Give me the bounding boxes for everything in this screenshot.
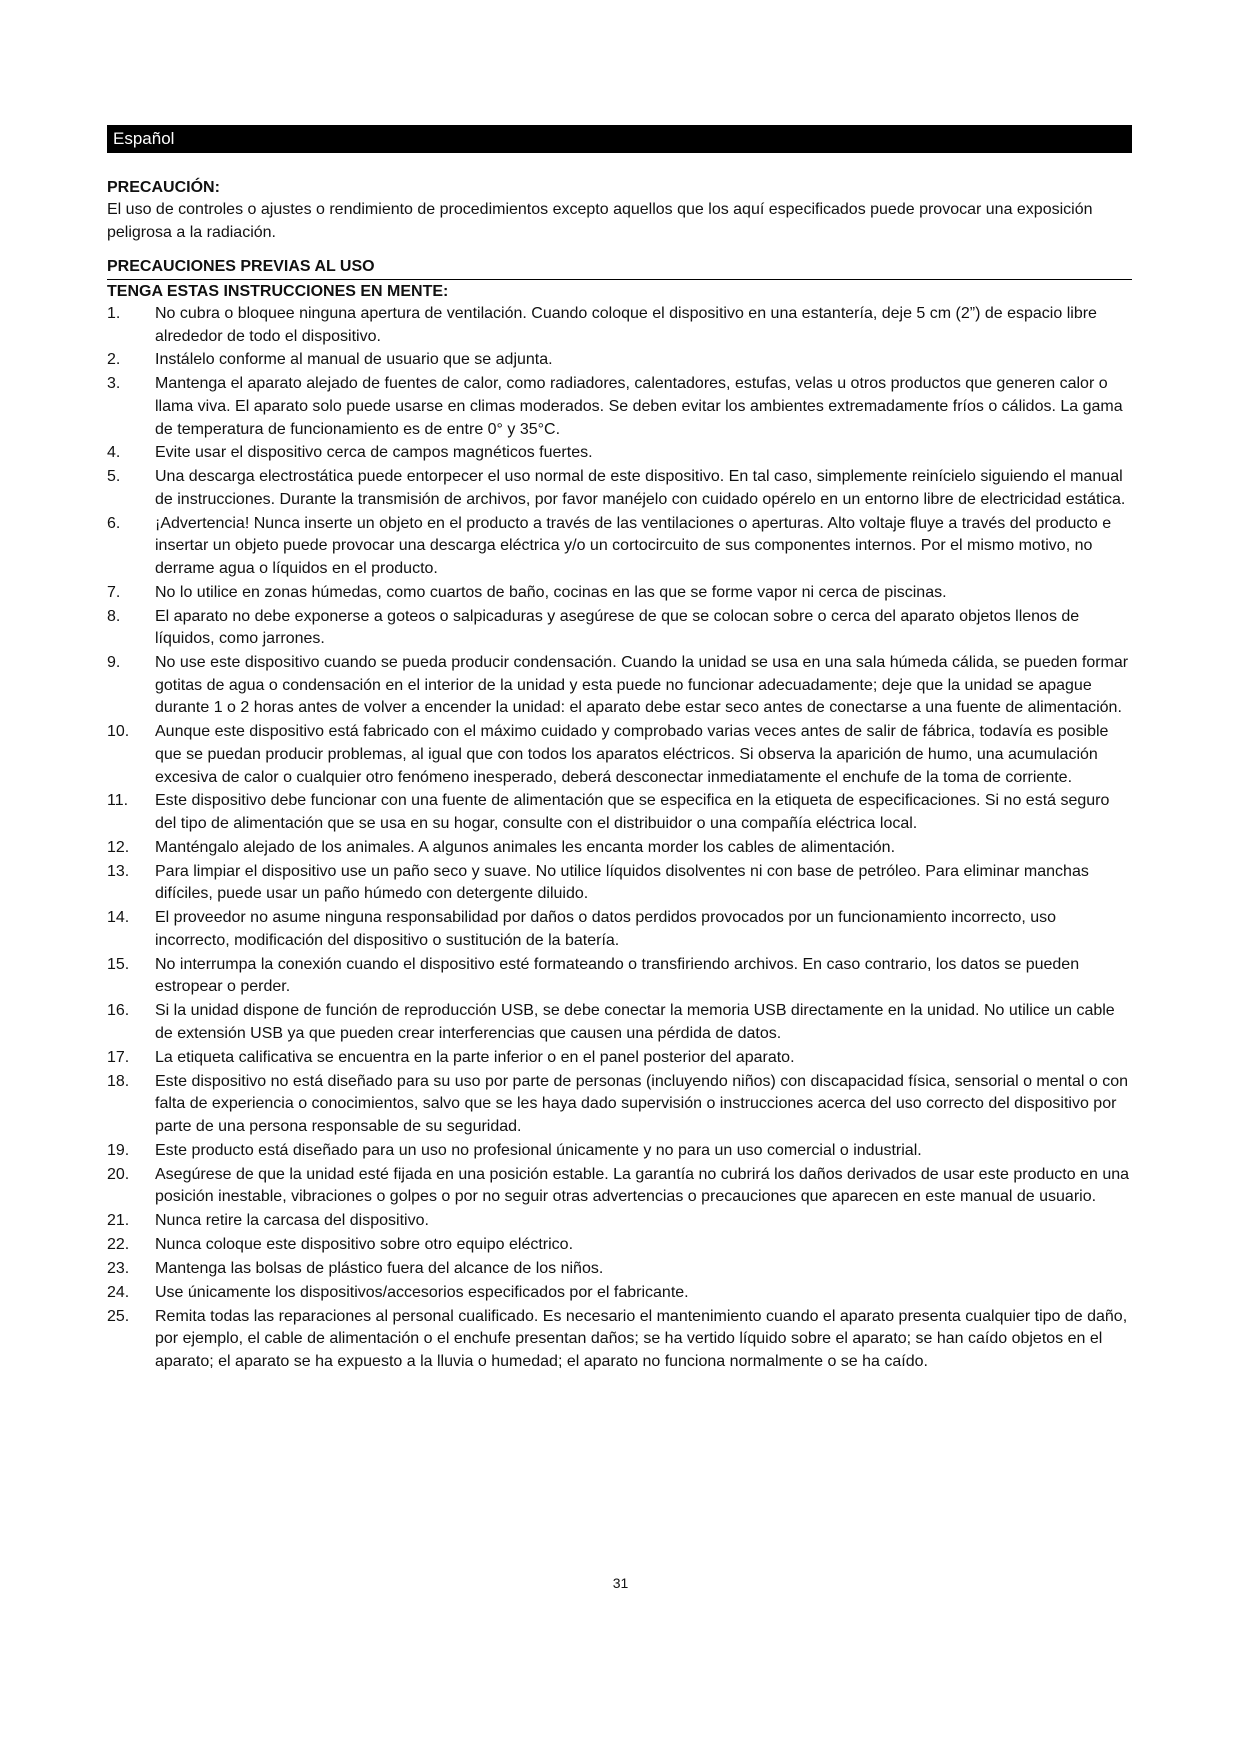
list-item-text: Asegúrese de que la unidad esté fijada en una posición estable. La garantía no cubrirá los daños derivados de usar este producto en una posición inestable, vibraciones o golpes o por no seguir otras advertencias o precauciones que aparecen en este manual de usuario. (155, 1165, 1130, 1206)
list-item-text: El proveedor no asume ninguna responsabilidad por daños o datos perdidos provocados por un funcionamiento incorrecto, uso incorrecto, modificación del dispositivo o sustitución de la batería. (155, 909, 1057, 949)
list-item (107, 513, 1132, 581)
list-item-number: 8. (107, 607, 121, 625)
list-item-number: 4. (107, 444, 121, 462)
list-item-text: No use este dispositivo cuando se pueda producir condensación. Cuando la unidad se usa en una sala húmeda cálida, se pueden formar gotitas de agua o condensación en el interior de la unidad y esta puede no funcionar adecuadamente; deje que la unidad se apague durante 1 o 2 horas antes de volver a encender la unidad: el aparato debe estar seco antes de conectarse a una fuente de alimentación. (155, 654, 1129, 717)
list-item-number: 6. (107, 514, 121, 532)
list-item-text: Mantenga el aparato alejado de fuentes de calor, como radiadores, calentadores, estufas, velas u otros productos que generen calor o llama viva. El aparato solo puede usarse en climas moderados. Se deben evitar los ambientes extremadamente fríos o cálidos. La gama de temperatura de funcionamiento es de entre 0° y 35°C. (155, 375, 1123, 438)
list-item (107, 837, 1132, 860)
list-item-number: 17. (107, 1048, 130, 1066)
caution-title: PRECAUCIÓN: (107, 179, 220, 196)
list-item-text: ¡Advertencia! Nunca inserte un objeto en el producto a través de las ventilaciones o aperturas. Alto voltaje fluye a través del producto e insertar un objeto puede provocar una descarga eléctrica y/o un cortocircuito de sus componentes internos. Por el mismo motivo, no derrame agua o líquidos en el producto. (155, 514, 1112, 578)
list-item (107, 1071, 1132, 1139)
list-item-number: 18. (107, 1072, 130, 1090)
list-item-number: 5. (107, 468, 121, 486)
list-item (107, 442, 1132, 465)
list-item (107, 652, 1132, 720)
precautions-list (107, 303, 1132, 1373)
list-item (107, 373, 1132, 441)
list-item-number: 21. (107, 1212, 130, 1230)
list-item-text: Si la unidad dispone de función de reproducción USB, se debe conectar la memoria USB directamente en la unidad. No utilice un cable de extensión USB ya que pueden crear interferencias que causen una pérdida de datos. (155, 1002, 1115, 1042)
list-item-number: 23. (107, 1259, 130, 1277)
list-item-text: Mantenga las bolsas de plástico fuera del alcance de los niños. (155, 1259, 604, 1277)
list-item-text: Remita todas las reparaciones al personal cualificado. Es necesario el mantenimiento cuando el aparato presenta cualquier tipo de daño, por ejemplo, el cable de alimentación o el enchufe presentan daños; se ha vertido líquido sobre el aparato; se han caído objetos en el aparato; el aparato se ha expuesto a la lluvia o humedad; el aparato no funciona normalmente o se ha caído. (155, 1307, 1128, 1370)
list-item-text: Una descarga electrostática puede entorpecer el uso normal de este dispositivo. En tal caso, simplemente reinícielo siguiendo el manual de instrucciones. Durante la transmisión de archivos, por favor manéjelo con cuidado opérelo en un entorno libre de electricidad estática. (155, 468, 1126, 508)
list-item-text: Este producto está diseñado para un uso no profesional únicamente y no para un uso comercial o industrial. (155, 1141, 922, 1159)
language-label: Español (113, 129, 175, 148)
list-item-number: 1. (107, 305, 121, 322)
list-item-text: Para limpiar el dispositivo use un paño seco y suave. No utilice líquidos disolventes ni con base de petróleo. Para eliminar manchas difíciles, puede usar un paño húmedo con detergente diluido. (155, 862, 1089, 903)
list-item-number: 9. (107, 654, 121, 672)
list-item (107, 790, 1132, 835)
list-item-text: Nunca coloque este dispositivo sobre otro equipo eléctrico. (155, 1235, 574, 1253)
list-item (107, 721, 1132, 789)
instructions-subheading: TENGA ESTAS INSTRUCCIONES EN MENTE: (107, 283, 449, 300)
list-item (107, 1282, 1132, 1305)
list-item (107, 582, 1132, 605)
list-item-number: 3. (107, 375, 121, 393)
list-item (107, 606, 1132, 651)
caution-text: El uso de controles o ajustes o rendimiento de procedimientos excepto aquellos que los aquí especificados puede provocar una exposición peligrosa a la radiación. (107, 201, 1093, 241)
list-item (107, 1000, 1132, 1045)
manual-page (107, 125, 1132, 1375)
list-item (107, 861, 1132, 906)
list-item (107, 1164, 1132, 1209)
list-item-text: Manténgalo alejado de los animales. A algunos animales les encanta morder los cables de alimentación. (155, 838, 896, 856)
list-item-number: 15. (107, 955, 130, 973)
list-item (107, 303, 1132, 348)
list-item (107, 466, 1132, 511)
list-item-text: Este dispositivo no está diseñado para su uso por parte de personas (incluyendo niños) con discapacidad física, sensorial o mental o con falta de experiencia o conocimientos, salvo que se les haya dado supervisión o instrucciones acerca del uso correcto del dispositivo por parte de una persona responsable de su seguridad. (155, 1072, 1129, 1135)
list-item-number: 19. (107, 1141, 130, 1159)
list-item-text: Nunca retire la carcasa del dispositivo. (155, 1212, 429, 1230)
list-item-number: 24. (107, 1283, 130, 1301)
list-item-text: No interrumpa la conexión cuando el dispositivo esté formateando o transfiriendo archivos. En caso contrario, los datos se pueden estropear o perder. (155, 955, 1080, 996)
list-item-number: 14. (107, 909, 130, 927)
list-item-number: 22. (107, 1235, 130, 1253)
list-item-number: 16. (107, 1002, 130, 1020)
list-item-number: 2. (107, 351, 121, 369)
list-item (107, 1047, 1132, 1070)
list-item (107, 1140, 1132, 1163)
list-item-number: 11. (107, 792, 129, 810)
list-item-text: Use únicamente los dispositivos/accesorios especificados por el fabricante. (155, 1283, 689, 1301)
list-item-text: El aparato no debe exponerse a goteos o salpicaduras y asegúrese de que se colocan sobre o cerca del aparato objetos llenos de líquidos, como jarrones. (155, 607, 1080, 648)
list-item (107, 1234, 1132, 1257)
list-item-text: Este dispositivo debe funcionar con una fuente de alimentación que se especifica en la etiqueta de especificaciones. Si no está seguro del tipo de alimentación que se usa en su hogar, consulte con el distribuidor o una compañía eléctrica local. (155, 792, 1110, 833)
list-item-number: 10. (107, 723, 130, 741)
list-item (107, 349, 1132, 372)
list-item (107, 954, 1132, 999)
list-item-text: No cubra o bloquee ninguna apertura de ventilación. Cuando coloque el dispositivo en una estantería, deje 5 cm (2”) de espacio libre alrededor de todo el dispositivo. (155, 305, 1097, 345)
list-item-text: Evite usar el dispositivo cerca de campos magnéticos fuertes. (155, 444, 593, 462)
list-item (107, 1210, 1132, 1233)
list-item-text: Instálelo conforme al manual de usuario que se adjunta. (155, 351, 553, 369)
list-item-number: 7. (107, 583, 121, 601)
page-number: 31 (612, 1575, 629, 1591)
language-header-bar (107, 125, 1132, 153)
list-item (107, 1306, 1132, 1374)
list-item (107, 1258, 1132, 1281)
list-item (107, 907, 1132, 952)
list-item-number: 20. (107, 1165, 130, 1183)
list-item-text: La etiqueta calificativa se encuentra en la parte inferior o en el panel posterior del aparato. (155, 1048, 795, 1066)
list-item-text: Aunque este dispositivo está fabricado con el máximo cuidado y comprobado varias veces antes de salir de fábrica, todavía es posible que se puedan producir problemas, al igual que con todos los aparatos eléctricos. Si observa la aparición de humo, una acumulación excesiva de calor o cualquier otro fenómeno inesperado, deberá desconectar inmediatamente el enchufe de la toma de corriente. (155, 723, 1109, 786)
list-item-number: 25. (107, 1307, 130, 1325)
list-item-number: 12. (107, 838, 130, 856)
list-item-text: No lo utilice en zonas húmedas, como cuartos de baño, cocinas en las que se forme vapor ni cerca de piscinas. (155, 583, 947, 601)
list-item-number: 13. (107, 862, 130, 880)
precautions-heading: PRECAUCIONES PREVIAS AL USO (107, 256, 1132, 280)
